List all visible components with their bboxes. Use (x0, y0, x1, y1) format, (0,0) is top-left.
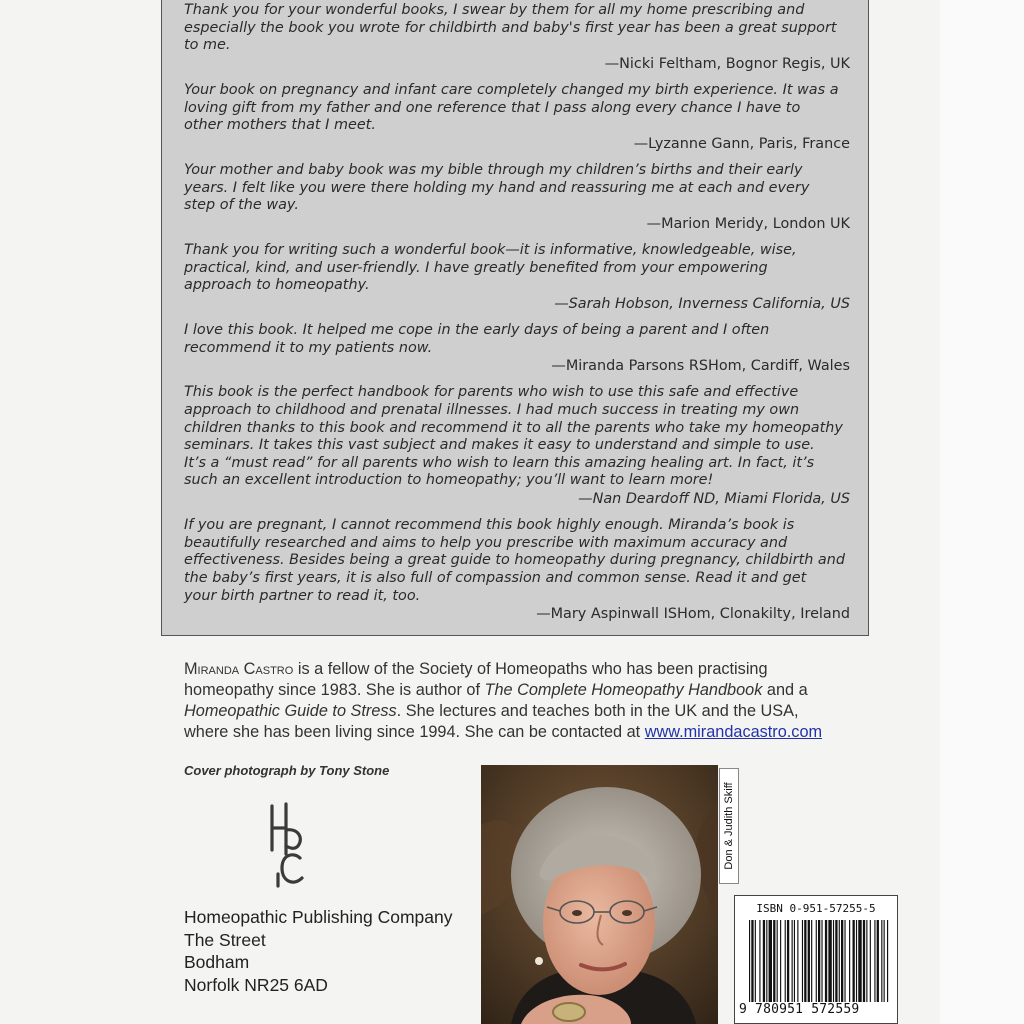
barcode-bar (881, 920, 882, 1002)
barcode-bar (759, 920, 760, 1002)
barcode-bar (849, 920, 850, 1002)
barcode-bar (828, 920, 831, 1002)
address-line: Norfolk NR25 6AD (184, 974, 328, 995)
barcode-bar (856, 920, 857, 1002)
quote-line: If you are pregnant, I cannot recommend this book highly enough. Miranda’s book is (184, 517, 795, 534)
quote-line: Thank you for writing such a wonderful book—it is informative, knowledgeable, wise, (184, 242, 797, 258)
testimonials-box (161, 0, 869, 636)
barcode-bar (785, 920, 786, 1002)
publisher-logo (264, 800, 308, 888)
barcode-bar (766, 920, 767, 1002)
barcode-bar (866, 920, 867, 1002)
publisher-name: Homeopathic Publishing Company (184, 907, 453, 927)
barcode-bar (863, 920, 865, 1002)
quote-line: other mothers that I meet. (184, 117, 376, 134)
quote-line: effectiveness. Besides being a great guide to homeopathy during pregnancy, childbirth and (184, 552, 845, 569)
barcode-bars (749, 920, 889, 1002)
barcode-bar (755, 920, 756, 1002)
barcode-bar (884, 920, 885, 1002)
testimonial-author: —Lyzanne Gann, Paris, France (633, 136, 850, 152)
author-name: Miranda Castro (184, 660, 294, 678)
barcode-bar (802, 920, 803, 1002)
quote-line: It’s a “must read” for all parents who wish to learn this amazing healing art. In fact, it’s (184, 454, 815, 471)
quote-line: years. I felt like you were there holding my hand and reassuring me at each and every (184, 179, 810, 196)
quote-line: especially the book you wrote for childbirth and baby's first year has been a great support (184, 19, 837, 36)
testimonial-author: —Miranda Parsons RSHom, Cardiff, Wales (551, 358, 850, 375)
barcode-bar (858, 920, 861, 1002)
quote-line: Your book on pregnancy and infant care completely changed my birth experience. It was a (184, 82, 839, 98)
testimonial-author: —Marion Meridy, London UK (646, 216, 850, 232)
barcode-bar (811, 920, 812, 1002)
barcode-bar (877, 920, 879, 1002)
author-photo (481, 765, 718, 1024)
quote-line: recommend it to my patients now. (184, 339, 433, 356)
barcode-bar (833, 920, 834, 1002)
quote-line: step of the way. (184, 197, 299, 214)
quote-line: your birth partner to read it, too. (184, 587, 421, 604)
barcode-bar (844, 920, 845, 1002)
barcode-bar (794, 920, 795, 1002)
quote-line: approach to childhood and prenatal illnesses. I had much success in treating my own (184, 401, 800, 418)
quote-line: such an excellent introduction to homeopathy; you’ll want to learn more! (184, 472, 714, 489)
author-bio (184, 659, 844, 743)
quote-line: beautifully researched and aims to help you prescribe with maximum accuracy and (184, 534, 788, 551)
barcode-bar (763, 920, 765, 1002)
testimonial-author: —Nicki Feltham, Bognor Regis, UK (604, 56, 850, 72)
barcode-bar (780, 920, 781, 1002)
barcode-bar (787, 920, 789, 1002)
bio-text: . She lectures and teaches both in the UK and the USA, where she has been living since 1994. She can be contacted at (184, 702, 799, 741)
book-title: The Complete Homeopathy Handbook (484, 681, 763, 699)
cover-photo-credit: Cover photograph by Tony Stone (184, 763, 390, 778)
barcode-bar (853, 920, 855, 1002)
barcode-bar (870, 920, 871, 1002)
quote-line: Your mother and baby book was my bible through my children’s births and their early (184, 162, 803, 178)
barcode-box (734, 895, 898, 1024)
testimonial-quote (184, 82, 854, 135)
barcode-bar (821, 920, 822, 1002)
testimonial-quote (184, 322, 854, 357)
address-line: Bodham (184, 952, 250, 972)
quote-line: the baby’s first years, it is also full of compassion and common sense. Read it and get (184, 569, 807, 586)
barcode-bar (777, 920, 778, 1002)
barcode-bar (825, 920, 827, 1002)
barcode-bar (874, 920, 875, 1002)
testimonial-quote (184, 517, 854, 605)
barcode-bar (887, 920, 888, 1002)
page-right-margin (940, 0, 1024, 1024)
quote-line: This book is the perfect handbook for parents who wish to use this safe and effective (184, 384, 799, 401)
testimonial-quote (184, 2, 854, 55)
barcode-bar (808, 920, 810, 1002)
quote-line: loving gift from my father and one reference that I pass along every chance I have to (184, 99, 801, 116)
bio-text: is a fellow of the Society of Homeopaths who has been practising homeopathy since 1983. She is author of (184, 660, 768, 699)
publisher-address (184, 906, 452, 996)
testimonial-quote (184, 242, 854, 295)
quote-line: children thanks to this book and recommend it to all the parents who take my homeopathy (184, 419, 843, 436)
testimonial-author: —Nan Deardoff ND, Miami Florida, US (578, 491, 850, 508)
quote-line: to me. (184, 37, 231, 54)
quote-line: practical, kind, and user-friendly. I have greatly benefited from your empowering (184, 259, 768, 276)
quote-line: seminars. It takes this vast subject and makes it easy to understand and simple to use. (184, 437, 815, 454)
isbn-label: ISBN 0-951-57255-5 (756, 902, 876, 915)
testimonial-author: —Sarah Hobson, Inverness California, US (554, 296, 850, 312)
barcode-bar (769, 920, 772, 1002)
quote-line: approach to homeopathy. (184, 277, 370, 294)
barcode-bar (816, 920, 817, 1002)
barcode-bar (804, 920, 806, 1002)
photo-credit (719, 768, 739, 884)
barcode-bar (749, 920, 750, 1002)
address-line: The Street (184, 929, 266, 950)
barcode-bar (792, 920, 793, 1002)
book-title: Homeopathic Guide to Stress (184, 702, 397, 720)
quote-line: I love this book. It helped me cope in the early days of being a parent and I often (184, 322, 770, 338)
barcode-bar (751, 920, 753, 1002)
quote-line: Thank you for your wonderful books, I swear by them for all my home prescribing and (184, 2, 805, 18)
barcode-bar (839, 920, 840, 1002)
bio-text: and a (762, 681, 808, 699)
testimonial-author: —Mary Aspinwall ISHom, Clonakilty, Ireland (536, 606, 850, 623)
barcode-bar (773, 920, 775, 1002)
barcode-bar (818, 920, 820, 1002)
website-link[interactable]: www.mirandacastro.com (644, 723, 823, 741)
barcode-bar (841, 920, 843, 1002)
photo-credit-text: Don & Judith Skiff (723, 782, 735, 870)
testimonial-quote (184, 384, 854, 490)
barcode-bar (835, 920, 837, 1002)
barcode-number: 9 780951 572559 (739, 1002, 860, 1017)
testimonial-quote (184, 162, 854, 215)
barcode-bar (797, 920, 798, 1002)
